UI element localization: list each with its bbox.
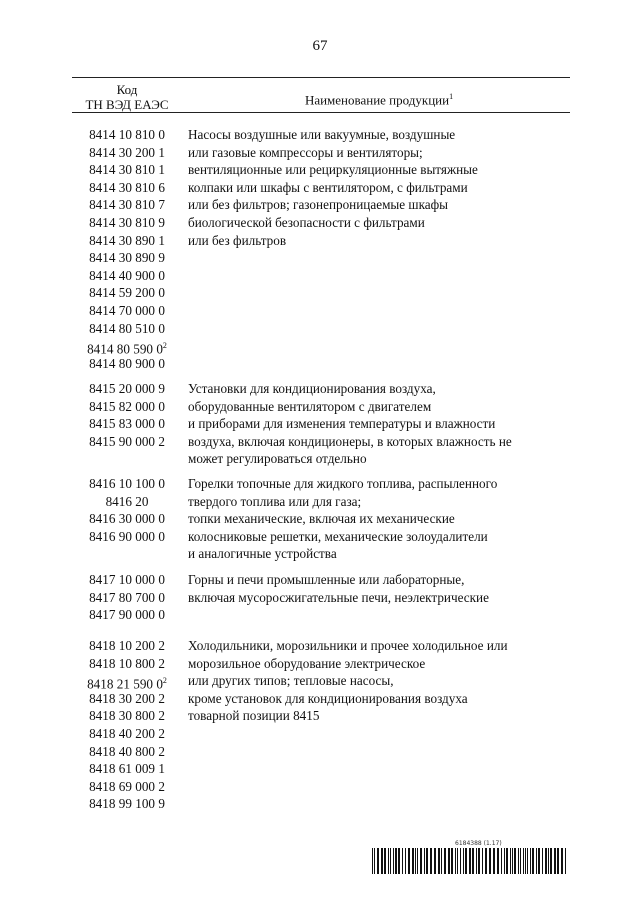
- code-item: [72, 284, 182, 302]
- code-item: [72, 672, 182, 690]
- code-list: [72, 571, 182, 624]
- code-value: 8418 40 800 2: [89, 743, 165, 759]
- barcode-label: 6184388 (1.17): [455, 840, 502, 847]
- code-value: 8418 61 009 1: [89, 761, 165, 777]
- code-item: [72, 380, 182, 398]
- code-list: [72, 126, 182, 372]
- barcode-icon: [372, 848, 568, 874]
- description-line: или без фильтров: [188, 232, 287, 248]
- code-value: 8415 20 000 9: [89, 381, 165, 396]
- code-list: [72, 475, 182, 545]
- code-item: [72, 302, 182, 320]
- description-line: может регулироваться отдельно: [188, 451, 367, 467]
- code-value: 8418 69 000 2: [89, 778, 165, 794]
- product-description: [188, 637, 570, 725]
- code-item: [72, 795, 182, 813]
- code-value: 8414 30 810 7: [89, 197, 165, 213]
- code-value: 8417 90 000 0: [89, 607, 165, 623]
- description-line: включая мусоросжигательные печи, неэлектрические: [188, 589, 489, 605]
- code-item: [72, 725, 182, 743]
- description-line: биологической безопасности с фильтрами: [188, 214, 425, 230]
- description-line: Горелки топочные для жидкого топлива, распыленного: [188, 476, 498, 491]
- description-line: твердого топлива или для газа;: [188, 493, 362, 509]
- code-value: 8414 80 590 0: [87, 341, 163, 357]
- code-item: [72, 196, 182, 214]
- code-item: [72, 267, 182, 285]
- code-item: [72, 743, 182, 761]
- code-item: [72, 475, 182, 493]
- header-top-rule: [72, 77, 570, 78]
- description-line: Насосы воздушные или вакуумные, воздушные: [188, 127, 456, 142]
- code-value: 8415 90 000 2: [89, 433, 165, 449]
- description-line: Холодильники, морозильники и прочее холодильное или: [188, 638, 508, 653]
- code-item: [72, 320, 182, 338]
- description-line: товарной позиции 8415: [188, 708, 320, 724]
- code-value: 8418 30 800 2: [89, 708, 165, 724]
- code-item: [72, 690, 182, 708]
- code-item: [72, 510, 182, 528]
- code-value: 8416 10 100 0: [89, 476, 165, 491]
- code-value: 8417 80 700 0: [89, 589, 165, 605]
- description-line: колосниковые решетки, механические золоудалители: [188, 528, 488, 544]
- description-line: или газовые компрессоры и вентиляторы;: [188, 144, 423, 160]
- code-item: [72, 337, 182, 355]
- header-name-column: [188, 92, 570, 108]
- description-line: Установки для кондиционирования воздуха,: [188, 381, 436, 396]
- code-value: 8414 10 810 0: [89, 127, 165, 142]
- description-line: кроме установок для кондиционирования воздуха: [188, 690, 468, 706]
- code-item: [72, 415, 182, 433]
- code-value: 8414 59 200 0: [89, 285, 165, 301]
- product-description: [188, 475, 570, 563]
- code-value: 8418 99 100 9: [89, 796, 165, 812]
- code-value: 8417 10 000 0: [89, 572, 165, 587]
- product-description: [188, 126, 570, 249]
- code-value: 8416 90 000 0: [89, 528, 165, 544]
- code-item: [72, 707, 182, 725]
- code-item: [72, 528, 182, 546]
- code-value: 8418 30 200 2: [89, 690, 165, 706]
- code-value: 8414 70 000 0: [89, 302, 165, 318]
- code-value: 8414 80 900 0: [89, 355, 165, 371]
- code-value: 8414 30 810 9: [89, 214, 165, 230]
- code-item: [72, 589, 182, 607]
- header-name-footnote: 1: [449, 92, 454, 101]
- description-line: или без фильтров; газонепроницаемые шкафы: [188, 197, 449, 213]
- header-code-column: [72, 82, 182, 112]
- description-line: или других типов; тепловые насосы,: [188, 673, 394, 689]
- code-value: 8418 10 800 2: [89, 655, 165, 671]
- description-line: вентиляционные или рециркуляционные вытяжные: [188, 162, 478, 178]
- code-value: 8415 82 000 0: [89, 398, 165, 414]
- description-line: воздуха, включая кондиционеры, в которых влажность не: [188, 433, 512, 449]
- code-value: 8414 30 890 9: [89, 250, 165, 266]
- code-value: 8418 21 590 0: [87, 676, 163, 692]
- product-description: [188, 571, 570, 606]
- code-item: [72, 433, 182, 451]
- code-item: [72, 126, 182, 144]
- code-item: [72, 655, 182, 673]
- description-line: и приборами для изменения температуры и влажности: [188, 416, 496, 432]
- code-item: [72, 606, 182, 624]
- description-line: морозильное оборудование электрическое: [188, 655, 426, 671]
- code-item: [72, 493, 182, 511]
- product-description: [188, 380, 570, 468]
- description-line: оборудованные вентилятором с двигателем: [188, 398, 432, 414]
- code-value: 8414 80 510 0: [89, 320, 165, 336]
- header-code-line2: ТН ВЭД ЕАЭС: [85, 97, 169, 112]
- code-value: 8415 83 000 0: [89, 416, 165, 432]
- code-item: [72, 144, 182, 162]
- code-value: 8416 30 000 0: [89, 511, 165, 527]
- code-footnote: 2: [162, 676, 167, 686]
- header-bottom-rule: [72, 112, 570, 113]
- code-value: 8414 30 200 1: [89, 144, 165, 160]
- code-item: [72, 249, 182, 267]
- description-line: Горны и печи промышленные или лабораторные,: [188, 572, 465, 587]
- code-item: [72, 161, 182, 179]
- code-value: 8414 40 900 0: [89, 267, 165, 283]
- code-item: [72, 637, 182, 655]
- description-line: колпаки или шкафы с вентилятором, с фильтрами: [188, 179, 468, 195]
- code-item: [72, 179, 182, 197]
- code-item: [72, 778, 182, 796]
- code-item: [72, 355, 182, 373]
- description-line: и аналогичные устройства: [188, 546, 337, 562]
- code-value: 8416 20: [105, 493, 149, 509]
- code-value: 8414 30 810 1: [89, 162, 165, 178]
- code-footnote: 2: [162, 341, 167, 351]
- code-value: 8418 40 200 2: [89, 725, 165, 741]
- code-list: [72, 380, 182, 450]
- code-value: 8418 10 200 2: [89, 638, 165, 653]
- code-item: [72, 232, 182, 250]
- page-number: 67: [312, 38, 328, 54]
- description-line: топки механические, включая их механические: [188, 511, 455, 527]
- header-name-text: Наименование продукции: [304, 92, 450, 108]
- code-value: 8414 30 890 1: [89, 232, 165, 248]
- code-item: [72, 571, 182, 589]
- code-value: 8414 30 810 6: [89, 179, 165, 195]
- code-item: [72, 214, 182, 232]
- header-code-line1: Код: [116, 82, 138, 97]
- code-item: [72, 760, 182, 778]
- code-list: [72, 637, 182, 813]
- code-item: [72, 398, 182, 416]
